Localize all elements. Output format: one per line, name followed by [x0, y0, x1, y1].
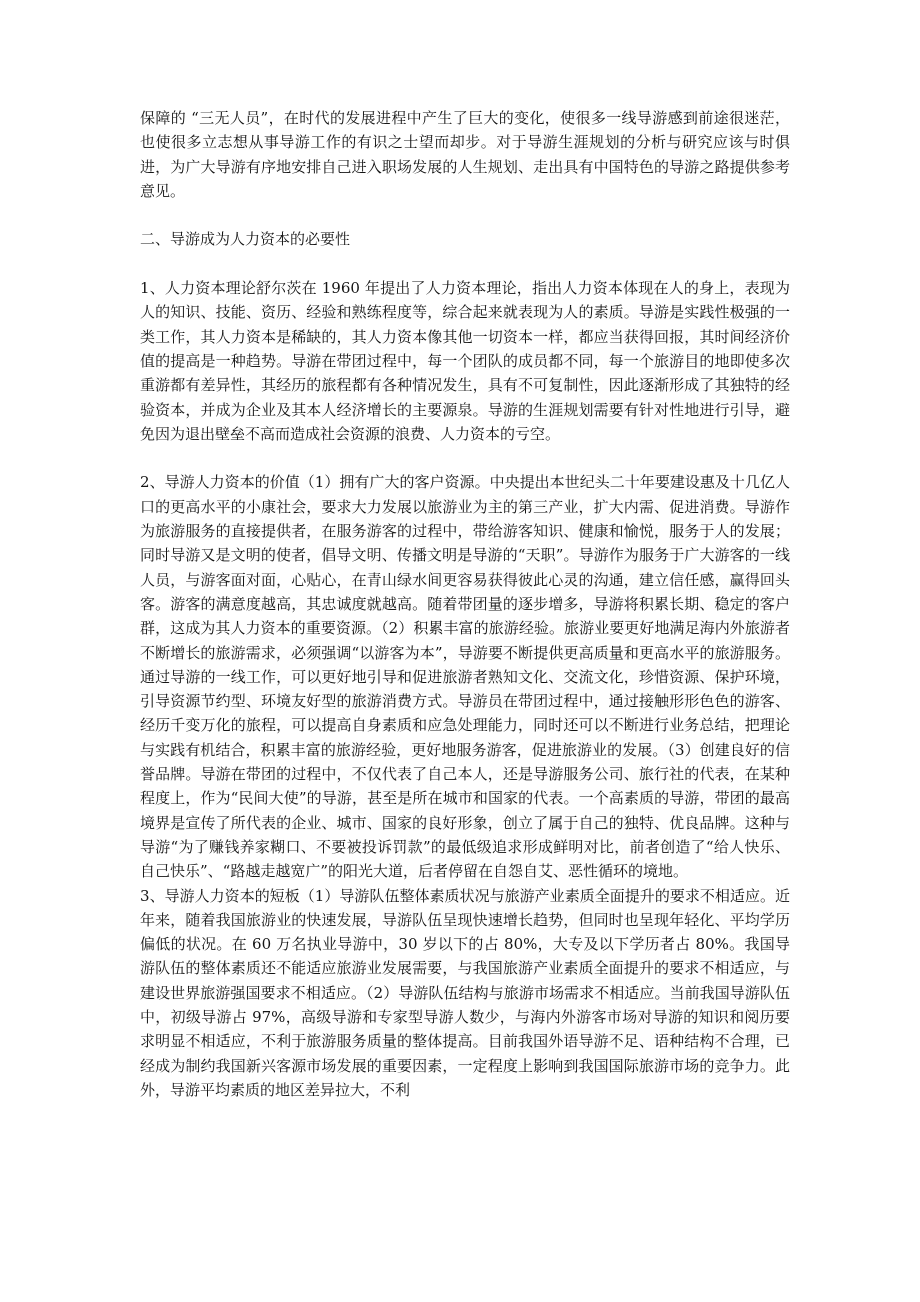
section-heading: 二、导游成为人力资本的必要性: [140, 230, 351, 249]
intro-paragraph: 保障的 “三无人员”，在时代的发展进程中产生了巨大的变化，使很多一线导游感到前途很迷茫，也使很多立志想从事导游工作的有识之士望而却步。对于导游生涯规划的分析与研究应该与时俱进，为广大导游有序地安排自己进入职场发展的人生规划、走出具有中国特色的导游之路提供参考意见。: [140, 109, 790, 200]
document-body: [140, 106, 790, 1102]
human-capital-value-paragraph: 2、导游人力资本的价值（1）拥有广大的客户资源。中央提出本世纪头二十年要建设惠及十几亿人口的更高水平的小康社会，要求大力发展以旅游业为主的第三产业，扩大内需、促进消费。导游作为旅游服务的直接提供者，在服务游客的过程中，带给游客知识、健康和愉悦，服务于人的发展；同时导游又是文明的使者，倡导文明、传播文明是导游的“天职”。导游作为服务于广大游客的一线人员，与游客面对面，心贴心，在青山绿水间更容易获得彼此心灵的沟通，建立信任感，赢得回头客。游客的满意度越高，其忠诚度就越高。随着带团量的逐步增多，导游将积累长期、稳定的客户群，这成为其人力资本的重要资源。（2）积累丰富的旅游经验。旅游业要更好地满足海内外旅游者不断增长的旅游需求，必须强调“以游客为本”，导游要不断提供更高质量和更高水平的旅游服务。通过导游的一线工作，可以更好地引导和促进旅游者熟知文化、交流文化，珍惜资源、保护环境，引导资源节约型、环境友好型的旅游消费方式。导游员在带团过程中，通过接触形形色色的游客、经历千变万化的旅程，可以提高自身素质和应急处理能力，同时还可以不断进行业务总结，把理论与实践有机结合，积累丰富的旅游经验，更好地服务游客，促进旅游业的发展。（3）创建良好的信誉品牌。导游在带团的过程中，不仅代表了自己本人，还是导游服务公司、旅行社的代表，在某种程度上，作为“民间大使”的导游，甚至是所在城市和国家的代表。一个高素质的导游，带团的最高境界是宣传了所代表的企业、城市、国家的良好形象，创立了属于自己的独特、优良品牌。这种与导游“为了赚钱养家糊口、不要被投诉罚款”的最低级追求形成鲜明对比，前者创造了“给人快乐、自己快乐”、“路越走越宽广”的阳光大道，后者停留在自怨自艾、恶性循环的境地。: [140, 473, 790, 881]
paragraph-gap: [140, 252, 790, 276]
paragraph-gap: [140, 446, 790, 470]
human-capital-theory-paragraph: 1、人力资本理论舒尔茨在 1960 年提出了人力资本理论，指出人力资本体现在人的身上，表现为人的知识、技能、资历、经验和熟练程度等，综合起来就表现为人的素质。导游是实践性极强的一类工作，其人力资本是稀缺的，其人力资本像其他一切资本一样，都应当获得回报，其时间经济价值的提高是一种趋势。导游在带团过程中，每一个团队的成员都不同，每一个旅游目的地即使多次重游都有差异性，其经历的旅程都有各种情况发生，具有不可复制性，因此逐渐形成了其独特的经验资本，并成为企业及其本人经济增长的主要源泉。导游的生涯规划需要有针对性地进行引导，避免因为退出壁垒不高而造成社会资源的浪费、人力资本的亏空。: [140, 279, 790, 443]
human-capital-shortcomings-paragraph: 3、导游人力资本的短板（1）导游队伍整体素质状况与旅游产业素质全面提升的要求不相适应。近年来，随着我国旅游业的快速发展，导游队伍呈现快速增长趋势，但同时也呈现年轻化、平均学历偏低的状况。在 60 万名执业导游中，30 岁以下的占 80%，大专及以下学历者占 80%。我国导游队伍的整体素质还不能适应旅游业发展需要，与我国旅游产业素质全面提升的要求不相适应，与建设世界旅游强国要求不相适应。（2）导游队伍结构与旅游市场需求不相适应。当前我国导游队伍中，初级导游占 97%，高级导游和专家型导游人数少，与海内外游客市场对导游的知识和阅历要求明显不相适应，不利于旅游服务质量的整体提高。目前我国外语导游不足、语种结构不合理，已经成为制约我国新兴客源市场发展的重要因素，一定程度上影响到我国国际旅游市场的竞争力。此外，导游平均素质的地区差异拉大，不利: [140, 886, 790, 1099]
paragraph-gap: [140, 203, 790, 227]
